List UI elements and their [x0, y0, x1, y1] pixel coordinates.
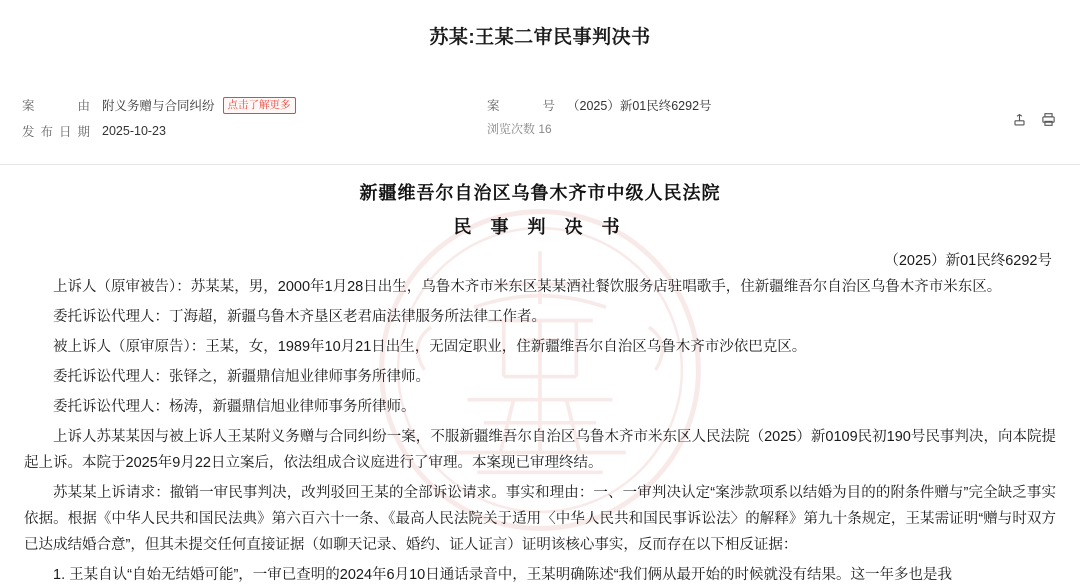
cause-value: 附义务赠与合同纠纷 [102, 99, 215, 113]
paragraph: 上诉人苏某某因与被上诉人王某附义务赠与合同纠纷一案，不服新疆维吾尔自治区乌鲁木齐市米东区人民法院（2025）新0109民初190号民事判决，向本院提起上诉。本院于2025年9月22日立案后，依法组成合议庭进行了审理。本案现已审理终结。 [24, 429, 1056, 471]
views-label: 浏览次数 [487, 122, 536, 136]
paragraph: 委托诉讼代理人：丁海超，新疆乌鲁木齐垦区老君庙法律服务所法律工作者。 [53, 309, 546, 325]
meta-divider [0, 164, 1080, 165]
case-number-value: （2025）新01民终6292号 [567, 99, 712, 113]
court-name: 新疆维吾尔自治区乌鲁木齐市中级人民法院 [359, 183, 721, 203]
paragraph: 苏某某上诉请求：撤销一审民事判决，改判驳回王某的全部诉讼请求。事实和理由：一、一审判决认定“案涉款项系以结婚为目的的附条件赠与”完全缺乏事实依据。根据《中华人民共和国民法典》第六百六十一条、《最高人民法院关于适用〈中华人民共和国民事诉讼法〉的解释》第九十条规定，王某需证明“赠与时双方已达成结婚合意”，但其未提交任何直接证据（如聊天记录、婚约、证人证言）证明该核心事实，反而存在以下相反证据： [24, 485, 1056, 553]
paragraph: 委托诉讼代理人：杨涛，新疆鼎信旭业律师事务所律师。 [53, 399, 416, 415]
paragraph: 上诉人（原审被告）：苏某某，男，2000年1月28日出生，乌鲁木齐市米东区某某酒社餐饮服务店驻唱歌手，住新疆维吾尔自治区乌鲁木齐市米东区。 [53, 279, 1002, 295]
paragraph: 1. 王某自认“自始无结婚可能”，一审已查明的2024年6月10日通话录音中，王某明确陈述“我们俩从最开始的时候就没有结果。这一年多也是我 [53, 567, 953, 583]
meta-action-icons [1012, 112, 1056, 127]
meta-case-number-row [487, 94, 712, 116]
learn-more-badge[interactable]: 点击了解更多 [223, 97, 296, 114]
publish-date-label: 发布日期 [22, 125, 97, 139]
document-case-number: （2025）新01民终6292号 [884, 253, 1052, 269]
publish-date-value: 2025-10-23 [102, 124, 166, 138]
document-meta [0, 94, 1080, 160]
page-title: 苏某:王某二审民事判决书 [429, 27, 651, 48]
paragraph: 委托诉讼代理人：张铎之，新疆鼎信旭业律师事务所律师。 [53, 369, 430, 385]
document-body [0, 179, 1080, 588]
print-icon[interactable] [1041, 112, 1056, 127]
views-value: 16 [538, 122, 552, 136]
case-number-label: 案 号 [487, 99, 562, 113]
document-kind: 民 事 判 决 书 [453, 217, 627, 237]
collect-icon[interactable] [1012, 112, 1027, 127]
cause-label: 案 由 [22, 99, 97, 113]
meta-views-row [487, 120, 552, 137]
paragraph: 被上诉人（原审原告）：王某，女，1989年10月21日出生，无固定职业，住新疆维吾尔自治区乌鲁木齐市沙依巴克区。 [53, 339, 807, 355]
